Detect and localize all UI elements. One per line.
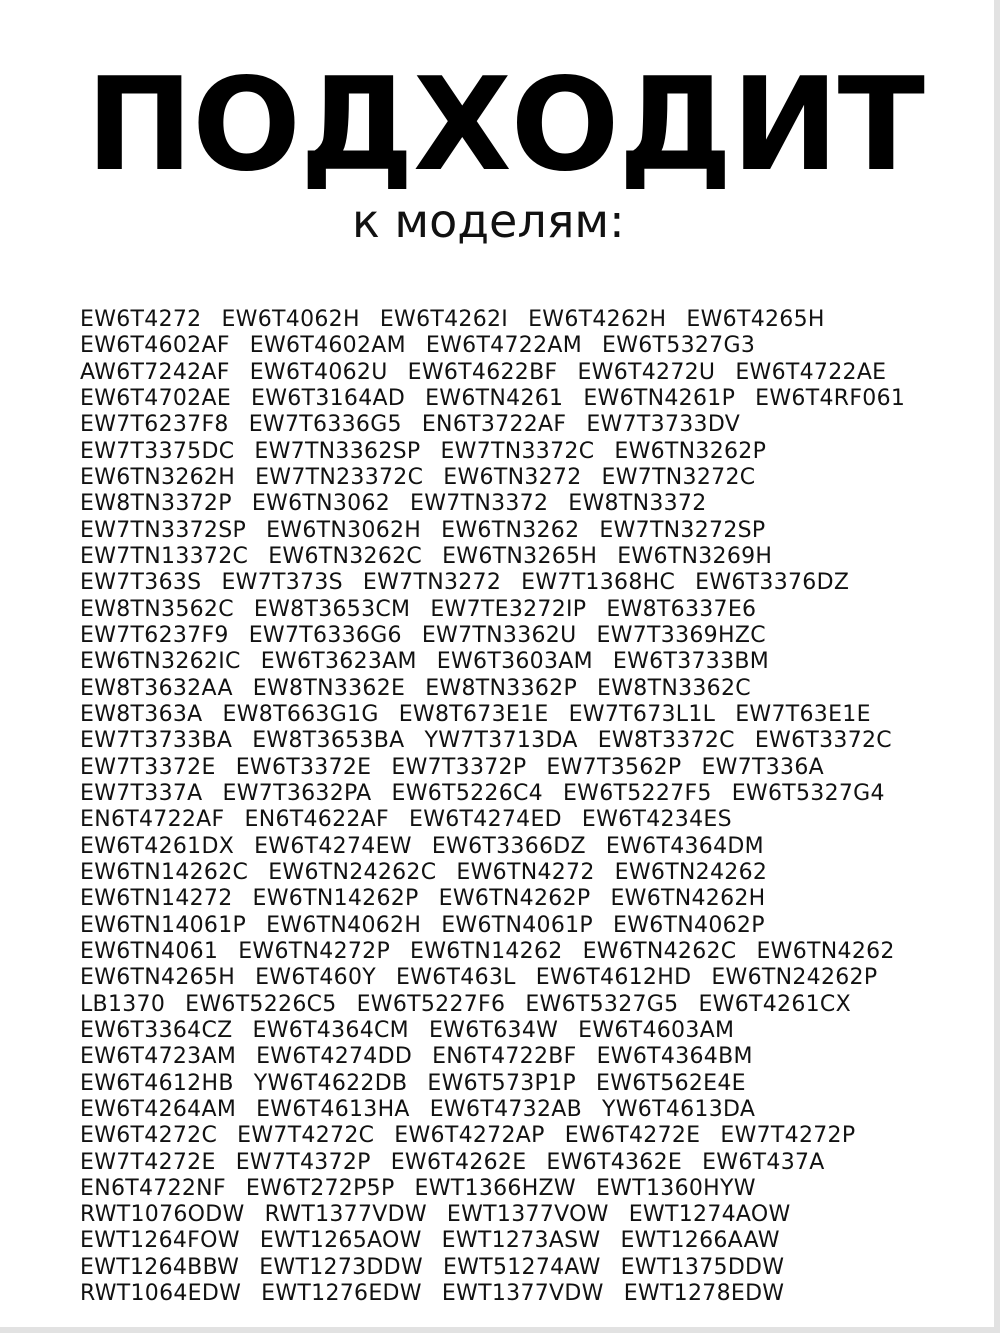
model-code: EW6T4262H — [528, 307, 667, 332]
model-code: EW8TN3362P — [425, 675, 578, 701]
model-code: EN6T4722BF — [432, 1044, 577, 1070]
model-code: EW6TN4062P — [613, 912, 765, 938]
model-code: EW6T4272C — [80, 1123, 218, 1149]
model-code: EW6TN14262C — [80, 859, 249, 885]
model-row — [80, 807, 960, 833]
model-code: EW6T4612HB — [80, 1070, 234, 1096]
model-code: EW7T3562P — [546, 754, 682, 780]
model-code: EN6T4622AF — [244, 807, 389, 833]
model-code: EWT1264FOW — [80, 1228, 240, 1254]
model-row — [80, 491, 960, 517]
model-code: LB1370 — [80, 991, 166, 1017]
model-code: EN6T4722NF — [80, 1175, 226, 1201]
model-code: EW6T4732AB — [429, 1096, 583, 1122]
model-code: EW6T4062H — [221, 307, 360, 332]
model-code: EW7T3632PA — [222, 780, 372, 806]
model-code: EW6T4234ES — [581, 807, 732, 833]
model-code: EW7T4372P — [235, 1149, 371, 1175]
model-row — [80, 412, 960, 438]
model-code: EW6T4364BM — [596, 1044, 753, 1070]
model-row — [80, 597, 960, 623]
model-code: EW7T373S — [221, 570, 343, 596]
model-code: EW7TN3272SP — [599, 517, 766, 543]
model-code: EW6TN3272 — [443, 464, 582, 490]
model-code: EW6T5227F6 — [356, 991, 506, 1017]
model-code: EW7TN3272C — [601, 464, 756, 490]
model-code: EW6T4262I — [379, 307, 509, 332]
model-code: EW6T5327G4 — [731, 780, 885, 806]
model-code: EW6T4613HA — [256, 1096, 410, 1122]
model-code: RWT1377VDW — [264, 1202, 427, 1228]
model-code: EW7T3375DC — [80, 438, 235, 464]
model-code: EW7T1368HC — [521, 570, 676, 596]
model-code: EW6T4RF061 — [755, 385, 906, 411]
model-code: EWT1377VOW — [446, 1202, 609, 1228]
model-list — [80, 307, 960, 1307]
model-code: EW8T663G1G — [222, 701, 379, 727]
model-code: EW6TN3262C — [268, 543, 423, 569]
model-code: YW6T4622DB — [253, 1070, 408, 1096]
model-code: EW8T3653BA — [252, 728, 405, 754]
model-code: EW6TN3262IC — [80, 649, 241, 675]
model-code: EW7T4272E — [80, 1149, 216, 1175]
model-code: EW7TN3372C — [440, 438, 595, 464]
model-code: EW6TN4062H — [266, 912, 422, 938]
model-code: EW7T4272P — [720, 1123, 856, 1149]
model-row — [80, 755, 960, 781]
model-code: EW6TN4272 — [456, 859, 595, 885]
model-row — [80, 965, 960, 991]
model-code: EWT1366HZW — [414, 1175, 576, 1201]
model-row — [80, 307, 960, 333]
model-code: EW6TN4261 — [425, 385, 564, 411]
model-code: EW7T6336G5 — [248, 412, 402, 438]
model-code: EWT1266AAW — [620, 1228, 780, 1254]
model-code: EW7TN3372 — [410, 491, 549, 517]
model-code: EW7T3372P — [391, 754, 527, 780]
model-row — [80, 1018, 960, 1044]
model-code: EW6T4062U — [249, 359, 388, 385]
model-code: EW6T3366DZ — [431, 833, 586, 859]
model-code: EW8T673E1E — [398, 701, 549, 727]
model-code: EW8T3653CM — [253, 596, 411, 622]
model-code: EW6TN3062H — [266, 517, 422, 543]
model-code: EW8TN3562C — [80, 596, 234, 622]
model-code: EW7TE3272IP — [430, 596, 587, 622]
model-row — [80, 1071, 960, 1097]
model-code: EWT1360HYW — [595, 1175, 756, 1201]
model-row — [80, 386, 960, 412]
model-code: EW8TN3372 — [568, 491, 707, 517]
model-code: EW6T437A — [702, 1149, 825, 1175]
model-row — [80, 860, 960, 886]
model-code: EW7T3369HZC — [596, 622, 766, 648]
model-code: EW6T272P5P — [245, 1175, 395, 1201]
model-code: EW6T460Y — [255, 965, 376, 991]
model-code: EW6TN24262C — [268, 859, 437, 885]
model-code: EW7TN23372C — [255, 464, 424, 490]
model-code: EW7T6237F9 — [80, 622, 229, 648]
model-code: EWT51274AW — [442, 1254, 601, 1280]
model-code: EW7T337A — [80, 780, 203, 806]
model-code: EW6TN4061 — [80, 938, 219, 964]
model-code: EWT1264BBW — [80, 1254, 240, 1280]
model-code: RWT1064EDW — [80, 1281, 242, 1307]
model-code: EW7TN3362U — [421, 622, 577, 648]
model-code: EW6T5226C5 — [185, 991, 337, 1017]
model-code: EW7T3733DV — [586, 412, 741, 438]
model-code: EW8T363A — [80, 701, 203, 727]
model-code: EW6T4274EW — [254, 833, 412, 859]
model-code: EW6T3364CZ — [80, 1017, 233, 1043]
model-code: EW6T5227F5 — [562, 780, 712, 806]
model-code: EW6TN4261P — [583, 385, 736, 411]
model-code: EW6T4602AM — [249, 333, 406, 359]
model-code: EW6T5226C4 — [391, 780, 543, 806]
model-row — [80, 439, 960, 465]
model-code: EW6TN3262H — [80, 464, 236, 490]
model-code: EW6TN3262 — [441, 517, 580, 543]
model-code: EW6T3372E — [235, 754, 372, 780]
model-row — [80, 728, 960, 754]
model-code: EWT1273DDW — [259, 1254, 423, 1280]
model-code: EW6T4622BF — [407, 359, 558, 385]
model-code: EW8TN3362C — [597, 675, 751, 701]
model-code: EW6TN14262P — [252, 886, 419, 912]
page-subtitle: к моделям: — [352, 194, 625, 248]
model-code: YW6T4613DA — [602, 1096, 756, 1122]
model-row — [80, 1255, 960, 1281]
model-code: EWT1377VDW — [441, 1281, 604, 1307]
model-code: EW6T4265H — [686, 307, 825, 332]
model-code: EW6T4364DM — [605, 833, 764, 859]
model-row — [80, 649, 960, 675]
model-code: EWT1278EDW — [623, 1281, 785, 1307]
model-row — [80, 544, 960, 570]
model-row — [80, 939, 960, 965]
model-code: EW6T3603AM — [436, 649, 593, 675]
model-code: EW6T4723AM — [80, 1044, 237, 1070]
model-row — [80, 1281, 960, 1307]
model-code: EW6TN3265H — [442, 543, 598, 569]
model-code: EW6T4364CM — [252, 1017, 409, 1043]
model-code: EWT1276EDW — [261, 1281, 422, 1307]
model-row — [80, 1176, 960, 1202]
model-code: EW7T4272C — [237, 1123, 375, 1149]
model-code: EW7T6237F8 — [80, 412, 229, 438]
model-code: EW6TN3262P — [614, 438, 767, 464]
model-code: EW8T3632AA — [80, 675, 233, 701]
model-code: EW6T4272E — [564, 1123, 701, 1149]
model-code: EW6T4602AF — [80, 333, 230, 359]
model-code: EW6TN14272 — [80, 886, 233, 912]
model-code: EW6TN4061P — [441, 912, 593, 938]
model-code: EW6T4272AP — [394, 1123, 545, 1149]
model-row — [80, 886, 960, 912]
model-code: EW6T3733BM — [612, 649, 770, 675]
model-code: EW7T3733BA — [80, 728, 233, 754]
model-code: EW6T5327G3 — [602, 333, 756, 359]
model-row — [80, 1123, 960, 1149]
model-code: EW7TN3372SP — [80, 517, 247, 543]
model-code: EW6TN24262 — [614, 859, 768, 885]
model-code: EW6T3372C — [754, 728, 892, 754]
model-row — [80, 333, 960, 359]
model-code: EW7T336A — [701, 754, 824, 780]
model-row — [80, 1150, 960, 1176]
model-row — [80, 1044, 960, 1070]
model-code: EW6T5327G5 — [525, 991, 679, 1017]
model-code: EW6TN4262 — [756, 938, 895, 964]
model-code: EW6TN4272P — [238, 938, 391, 964]
model-row — [80, 913, 960, 939]
model-code: EW6T4612HD — [535, 965, 692, 991]
model-code: EW6T4272 — [80, 307, 202, 332]
model-code: EW6T4274DD — [256, 1044, 413, 1070]
model-code: EW6T3623AM — [260, 649, 417, 675]
model-code: EW7T6336G6 — [248, 622, 402, 648]
model-code: EW7T63E1E — [735, 701, 871, 727]
model-code: EW6TN24262P — [711, 965, 878, 991]
model-code: EN6T4722AF — [80, 807, 225, 833]
model-row — [80, 518, 960, 544]
model-code: EW6TN3062 — [251, 491, 391, 517]
model-code: EWT1375DDW — [620, 1254, 785, 1280]
model-code: EW6T4722AM — [425, 333, 582, 359]
model-row — [80, 781, 960, 807]
model-code: EW7TN3362SP — [254, 438, 421, 464]
model-code: EW6T4702AE — [80, 385, 232, 411]
model-code: EW6T4272U — [577, 359, 716, 385]
model-code: YW7T3713DA — [424, 728, 578, 754]
model-code: EW6T4261CX — [698, 991, 851, 1017]
page-title: ПОДХОДИТ — [86, 51, 924, 200]
model-row — [80, 1202, 960, 1228]
model-code: EW6T4603AM — [578, 1017, 735, 1043]
model-code: EW6T4274ED — [409, 807, 562, 833]
model-code: EW8TN3372P — [80, 491, 232, 517]
model-code: EW7TN13372C — [80, 543, 249, 569]
model-code: EWT1274AOW — [628, 1202, 791, 1228]
model-code: EW6T4264AM — [80, 1096, 237, 1122]
model-code: EW6T463L — [396, 965, 516, 991]
model-code: EW6T4362E — [546, 1149, 683, 1175]
model-row — [80, 465, 960, 491]
model-code: EW6TN3269H — [617, 543, 773, 569]
model-code: EW6T4262E — [390, 1149, 527, 1175]
model-code: EW6T573P1P — [427, 1070, 576, 1096]
model-row — [80, 676, 960, 702]
model-row — [80, 360, 960, 386]
model-code: EWT1265AOW — [259, 1228, 422, 1254]
model-code: EWT1273ASW — [441, 1228, 601, 1254]
model-code: EW6TN14262 — [410, 938, 563, 964]
model-code: EW6TN4262C — [582, 938, 737, 964]
model-code: EW6T4722AE — [735, 359, 887, 385]
model-row — [80, 1097, 960, 1123]
model-code: EW6TN4262H — [610, 886, 766, 912]
model-code: EW6T634W — [428, 1017, 559, 1043]
model-code: EW7T673L1L — [568, 701, 716, 727]
model-row — [80, 992, 960, 1018]
model-code: EW6T3164AD — [251, 385, 406, 411]
model-code: EW6T4261DX — [80, 833, 235, 859]
model-code: EW7T3372E — [80, 754, 216, 780]
model-code: EW7T363S — [80, 570, 202, 596]
model-code: AW6T7242AF — [80, 359, 230, 385]
model-code: EW8T6337E6 — [606, 596, 757, 622]
model-row — [80, 623, 960, 649]
model-code: EW6T562E4E — [596, 1070, 746, 1096]
model-row — [80, 834, 960, 860]
model-row — [80, 1228, 960, 1254]
model-code: EW6TN4262P — [438, 886, 591, 912]
model-code: EW6T3376DZ — [695, 570, 850, 596]
model-code: EW7TN3272 — [362, 570, 502, 596]
model-code: EW8TN3362E — [252, 675, 406, 701]
model-code: EW6TN14061P — [80, 912, 247, 938]
model-row — [80, 570, 960, 596]
model-code: EN6T3722AF — [421, 412, 567, 438]
model-code: EW6TN4265H — [80, 965, 236, 991]
model-code: EW8T3372C — [597, 728, 735, 754]
model-row — [80, 702, 960, 728]
model-code: RWT1076ODW — [80, 1202, 245, 1228]
